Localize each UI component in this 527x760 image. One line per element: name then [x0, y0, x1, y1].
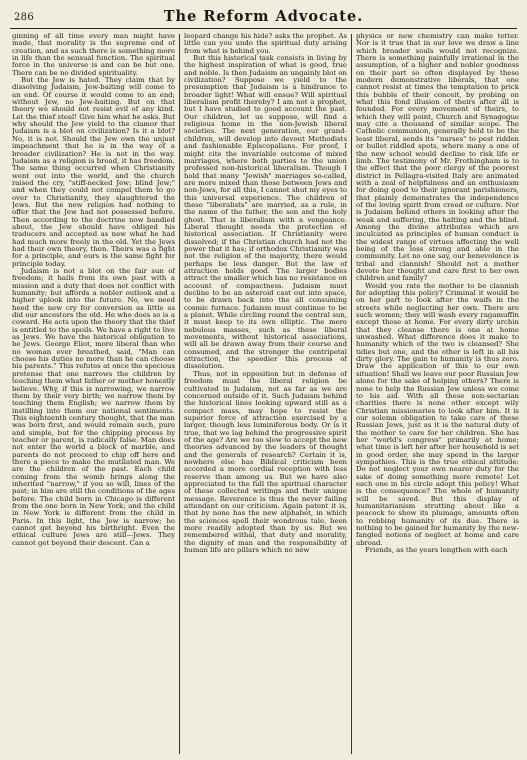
publication-title: The Reform Advocate. — [163, 8, 364, 25]
paragraph: Judaism is not a blot on the fair sun of freedom; it hails from its own past with a mission and a duty that does not conflict with humanity; but affords a nobler outlook and a higher uplook into the future. No, we need heed the new cry for conversion as little as did our ancestors the old. He who does so is a coward. He acts upon the theory that the thief is entitled to the spoils. We have a right to live as Jews. We have the historical obligation to be Jews. George Eliot, more liberal than who no woman ever breathed, said, "Man can choose his duties no more than he can choose his parents." This refutes at once the specious pretense that one narrows the children by teaching them what father or mother honestly believe. Why, if this is narrowing, we narrow them by their very birth; we narrow them by teaching them English; we narrow them by instilling into them our national sentiments. This eighteenth century thought, that the man was born first, and would remain such, pure and simple, but for the chipping process by teacher or parent, is radically false. Man does not enter the world a block of marble, and parents do not proceed to chip off here and there a piece to make the mutilated man. We are the children of the past. Each child coming from the womb brings along the inherited "narrow," if you so will, lines of the past; in him are still the conditions of the ages before. The child born in Chicago is different from the one born in New York; and the child in New York is different from the child in Paris. In this light, the Jew is narrow; he cannot get beyond his birthright. Even the ethical culture Jews are still—Jews. They cannot get beyond their descent. Can a — [12, 267, 175, 547]
page-header — [10, 6, 517, 29]
paragraph: But this historical task consists in living by the highest inspiration of what is good, true and noble. Is then Judaism an ungainly blot on civilization? Suppose we yield to the presumption that Judaism is a hindrance to broader light! What will ensue? Will spiritual liberalism profit thereby? I am not a prophet, but I have studied to good account the past. Our children, let us suppose, will find a religious home in the non-Jewish liberal societies. The next generation, our grand-children, will develop into devout Methodists and fashionable Episcopalians. For proof, I might cite the invariable outcome of mixed marriages, where both parties to the union professed non-historical liberalism. Though I hold that many "Jewish" marriages so-called, are more mixed than those between Jews and non-Jews, for all this, I cannot shut my eyes to this universal experience. The children of these "liberalists" are married, as a rule, in the name of the father, the son and the holy ghost. That is liberalism with a vengeance. Liberal thought needs the protection of historical association. If Christianity were dissolved; if the Christian church had not the power that it has; if orthodox Christianity was not the religion of the majority, there would perhaps be less danger. But the law of attraction holds good. The larger bodies attract the smaller which has no resistance on account of compactness. Judaism must decline to be an asteroid cast out into space, to be drawn back into the all consuming cosmic furnace. Judaism must continue to be a planet. While circling round the central sun, it must keep to its own elliptic. The mere nebulous masses, such as these liberal movements, without historical associations, will all be drawn away from their course and consumed, and the stronger the centripetal attraction, the speedier this process of dissolution. — [183, 54, 347, 371]
paragraph: Friends, as the years lengthen with each — [364, 546, 508, 555]
paragraph: ginning of all time every man might have made, that morality is the supreme end of creation, and as such there is something more in life than the sensual function. The spiritual force in the universe is and can be but one. There can be no divided spirituality. — [12, 33, 175, 77]
column-divider — [179, 34, 180, 754]
column-3 — [356, 33, 519, 755]
paragraph: physics or new chemistry can make totter. Nor is it true that in our love we draw a line which broader souls would not recognize. There is something painfully irrational in the assumption, of a higher and nobler goodness on their part so often displayed by these modern demonstrative liberals, that one cannot resist at times the temptation to prick this bubble of their conceit, by probing on what this fond illusion of theirs after all is founded. For every movement of theirs, to which they will point, Church and Synagogue may cite a thousand of similar scope. The Catholic communion, generally held to be the least liberal, sends its "nurses" to pest ridden or bullet riddled spots, where many a one of the new school would decline to risk life or limb. The testimony of Mr. Frothingham is to the effect that the poor clergy of the poorest district in Pellagra-visited Italy are animated with a zeal of helpfulness and an enthusiasm for doing good to their ignorant parishioners, that plainly demonstrates the independence of the loving spirit from creed or culture. Nor is Judaism behind others in looking after the weak and suffering, the halting and the blind. Among the divine attributes which are inculcated as principles of human conduct is the widest range of virtues affecting the well being of the less strong and able in the community. Let no one say, our benevolence is tribal and clannish! Should not a mother devote her thought and care first to her own children and family? — [355, 33, 519, 283]
page-number: 286 — [14, 12, 34, 23]
paragraph: But the Jew is hated. They claim that by dissolving Judaism, Jew-baiting will come to an end. Of course it would come to an end; without Jew, no Jew-baiting. But on that theory we should not resist evil of any kind. Let the thief steal! Give him what he asks. But why should the Jew yield to the clamor that Judaism is a blot on civilization? Is it a blot? No, it is not. Should the Jew own the unjust impeachment that he is in the way of a broader civilization? He is not in the way. Judaism as a religion is broad, it has freedom. The same thing occurred when Christianity went out into the world, and the church raised the cry, "stiff-necked Jew; blind Jew;" and when they could not compel them to go over to Christianity, they slaughtered the Jews. But the new religion had nothing to offer that the Jew had not possessed before. Then according to the doctrine now bandied about, the Jew should have obliged his traducers and accepted as new what he had had much more freely in the old. Yet the Jews had their own theory, then. Theirs was a fight for a principle, and ours is the same fight for principle today. — [12, 76, 175, 268]
paragraph: leopard change his hide? asks the prophet. As little can you undo the spiritual duty arising from what is behind you. — [183, 33, 347, 55]
column-divider — [351, 34, 352, 754]
paragraph: Would you rate the mother to be clannish for adopting this policy? Criminal it would be on her part to look after the waifs in the streets while neglecting her own. There are such women; they will wash every ragamuffin except those at home. For every dirty urchin that they cleanse there is one at home unwashed. What difference does it make to humanity which of the two is cleansed? She tidies but one, and the other is left in all his dirty glory. The gain to humanity is thus zero. Draw the application of this to our own situation! Shall we leave our poor Russian Jew alone for the sake of helping others? There is none to help the Russian Jew unless we come to his aid. With all these non-sectarian charities there is none other except wily Christian missionaries to look after him. It is our solemn obligation to take care of these Russian Jews, just as it is the natural duty of the mother to care for her children. She has her "world's congress" primarily at home; what time is left her after her household is set in good order, she may spend in the larger sympathies. This is the true ethical attitude: Do not neglect your own nearer duty for the sake of doing something more remote! Let each one in his circle adopt this policy! What is the consequence? The whole of humanity will be saved. But this display of humanitarianism strutting about like a peacock to show its plumage, amounts often to robbing humanity of its due. There is nothing to be gained for humanity by the new-fangled notions of neglect at home and care abroad. — [355, 281, 519, 547]
text-columns — [12, 33, 519, 756]
column-2 — [184, 33, 347, 755]
column-1 — [12, 33, 175, 755]
paragraph: Thus, not in opposition but in defense of freedom must the liberal religion be cultivated in Judaism, not as far as we are concerned outside of it. Such Judaism behind the historical lines looking upward still as a compact mass, may hope to resist the superior force of attraction exercised by a larger, though less luminiferous body. Or is it true, that we lag behind the progressive spirit of the age? Are we too slow to accept the new theories advanced by the leaders of thought and the generals of research? Certain it is, nowhere else has Biblical criticism been accorded a more cordial reception with less reserve than among us. But we have also appreciated to the full the spiritual character of these collected writings and their unique message. Reverence is thus the never failing attendant on our criticism. Again patent it is, that by none has the new alphabet, in which the sciences spell their wondrous tale, been more readily adopted than by us. But we remembered withal, that duty and morality, the dignity of man and the responsibility of human life are pillars which no new — [183, 369, 347, 555]
